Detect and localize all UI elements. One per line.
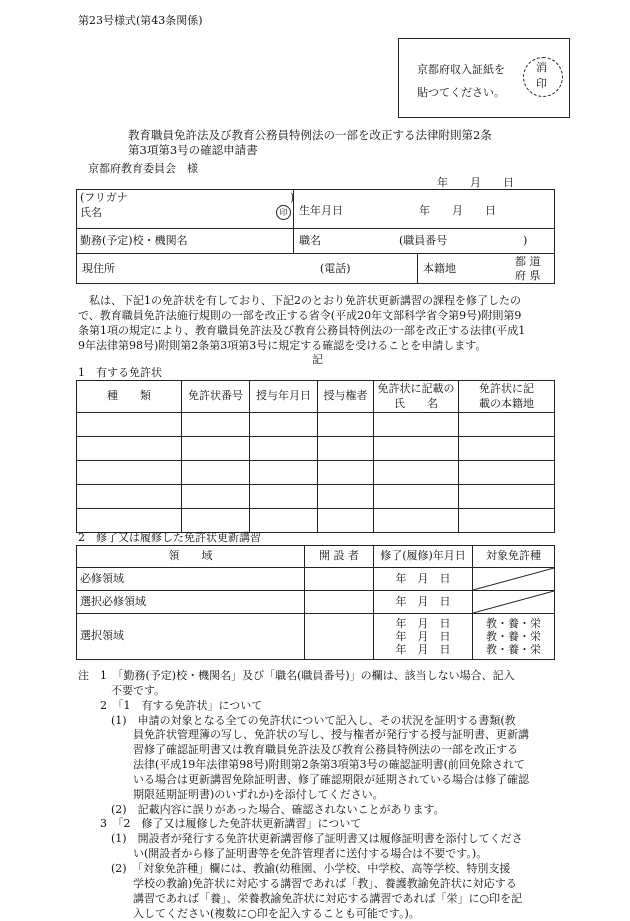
dates-elective [374,614,473,660]
staff-number-label: (職員番号 [399,234,447,249]
col-grantor-label: 授与権者 [324,389,368,402]
stamp-text-2: 貼つてください。 [417,86,505,101]
name-label: 氏名 [80,206,102,221]
table-row[interactable] [77,591,555,614]
seal-icon: 印 [276,205,291,220]
declaration-line-3: 条第1項の規定により、教育職員免許法及び教育公務員特例法の一部を改正する法律(平成1 [78,324,525,339]
col-target-license: 対象免許種 [473,546,555,568]
address-cell[interactable] [77,254,418,284]
col-license-domicile-2: 載の本籍地 [462,397,551,411]
note-line: 習修了確認証明書又は教育職員免許法及び教育公務員特例法の一部を改正する [78,743,529,758]
prefecture-2: 府 県 [515,269,541,284]
license-table [76,380,555,533]
na-cell-2 [473,591,555,614]
col-license-name [374,381,459,413]
note-line: 学校の教諭)免許状に対応する講習であれば「教」、養護教諭免許状に対応する [78,877,529,892]
domicile-cell[interactable] [418,254,555,284]
col-completion-date: 修了(履修)年月日 [374,546,473,568]
date-elective-3: 年 月 日 [377,643,469,656]
note-line: 3 「2 修了又は履修した免許状更新講習」について [78,817,529,832]
col-provider: 開 設 者 [305,546,374,568]
birthdate-label: 生年月日 [299,204,343,219]
address-label: 現住所 [82,262,115,277]
diagonal-slash-icon [473,568,554,590]
note-line: (1) 申請の対象となる全ての免許状について記入し、その状況を証明する書類(教 [78,714,529,729]
col-license-domicile [459,381,555,413]
note-line: 入してください(複数に○印を記入することも可能です。)。 [78,907,529,921]
na-cell-1 [473,568,555,591]
domain-required: 必修領域 [77,568,305,591]
table-row[interactable] [77,614,555,660]
cancel-seal-circle [523,57,563,97]
note-line: (1) 開設者が発行する免許状更新講習修了証明書又は履修証明書を添付してくださ [78,832,529,847]
note-line: (2) 記載内容に誤りがあった場合、確認されないことがあります。 [78,803,529,818]
phone-label: (電話) [320,262,351,277]
addressee: 京都府教育委員会 様 [88,162,198,177]
date-elective-2: 年 月 日 [377,630,469,643]
furigana-label: (フリガナ [80,191,128,206]
table-row[interactable] [77,413,555,437]
note-line: (2) 「対象免許種」欄には、教諭(幼稚園、小学校、中学校、高等学校、特別支援 [78,862,529,877]
stamp-text-1: 京都府収入証紙を [417,63,505,78]
form-number: 第23号様式(第43条関係) [78,14,203,29]
application-date: 年 月 日 [437,176,514,191]
school-cell[interactable] [77,229,294,254]
table-row[interactable] [77,568,555,591]
date-required: 年 月 日 [374,568,473,591]
type-elective-1[interactable]: 教・養・栄 [476,617,551,630]
furigana-close: ) [290,191,294,206]
col-license-domicile-1: 免許状に記 [462,382,551,396]
date-elective-1: 年 月 日 [377,617,469,630]
table-row[interactable] [77,461,555,485]
position-cell[interactable] [294,229,555,254]
domain-elective-required: 選択必修領域 [77,591,305,614]
applicant-table [76,189,555,284]
seal-char-1: 消 [536,61,547,76]
note-line: いる場合は更新講習免除証明書、修了確認期限が延期されている場合は修了確認 [78,773,529,788]
type-elective-2[interactable]: 教・養・栄 [476,630,551,643]
type-elective-3[interactable]: 教・養・栄 [476,643,551,656]
col-license-number: 免許状番号 [182,381,250,413]
note-line: 講習であれば「養」、栄養教諭免許状に対応する講習であれば「栄」に○印を記 [78,892,529,907]
note-line: 注 1 「勤務(予定)校・機関名」及び「職名(職員番号)」の欄は、該当しない場合、記入 [78,669,529,684]
table-row[interactable] [77,485,555,509]
declaration-line-2: で、教育職員免許法施行規則の一部を改正する省令(平成20年文部科学省令第9号)附則第9 [78,309,521,324]
table-row[interactable] [77,437,555,461]
staff-number-close: ) [523,234,527,249]
position-label: 職名 [299,234,321,249]
birthdate-value: 年 月 日 [419,204,496,219]
col-grantor [318,381,374,413]
title-line-2: 第3項第3号の確認申請書 [128,143,258,159]
domicile-label: 本籍地 [423,262,456,277]
domain-elective: 選択領域 [77,614,305,660]
revenue-stamp-box [398,38,570,118]
diagonal-slash-icon [473,591,554,613]
ki-label: 記 [312,353,323,368]
school-label: 勤務(予定)校・機関名 [80,234,188,247]
section1-heading: 1 有する免許状 [78,366,162,381]
birthdate-cell[interactable] [294,190,555,229]
notes [78,669,529,921]
col-license-name-2: 氏 名 [377,397,455,411]
col-license-name-1: 免許状に記載の [377,382,455,396]
col-grant-date: 授与年月日 [250,381,318,413]
note-line: 2 「1 有する免許状」について [78,699,529,714]
course-table [76,545,555,660]
prefecture-1: 都 道 [515,255,541,270]
note-line: い(開設者から修了証明書等を免許管理者に送付する場合は不要です。)。 [78,847,529,862]
note-line: 員免許状管理簿の写し、免許状の写し、授与権者が発行する授与証明書、更新講 [78,728,529,743]
declaration-line-1: 私は、下記1の免許状を有しており、下記2のとおり免許状更新講習の課程を修了したの [78,294,521,309]
seal-char-2: 印 [536,77,547,92]
table-row[interactable] [77,509,555,533]
declaration-line-4: 9年法律第98号)附則第2条第3項第3号に規定する確認を受けることを申請します。 [78,339,486,354]
section2-heading: 2 修了又は履修した免許状更新講習 [78,531,261,546]
note-line: 不要です。 [78,684,529,699]
note-line: 法律(平成19年法律第98号)附則第2条第3項第3号の確認証明書(前回免除されて [78,758,529,773]
col-domain: 領 域 [77,546,305,568]
types-elective [473,614,555,660]
title-line-1: 教育職員免許法及び教育公務員特例法の一部を改正する法律附則第2条 [128,128,492,144]
col-type: 種 類 [77,381,182,413]
date-elective-required: 年 月 日 [374,591,473,614]
note-line: 期限延期証明書)のいずれか)を添付してください。 [78,788,529,803]
name-cell[interactable] [77,190,294,229]
